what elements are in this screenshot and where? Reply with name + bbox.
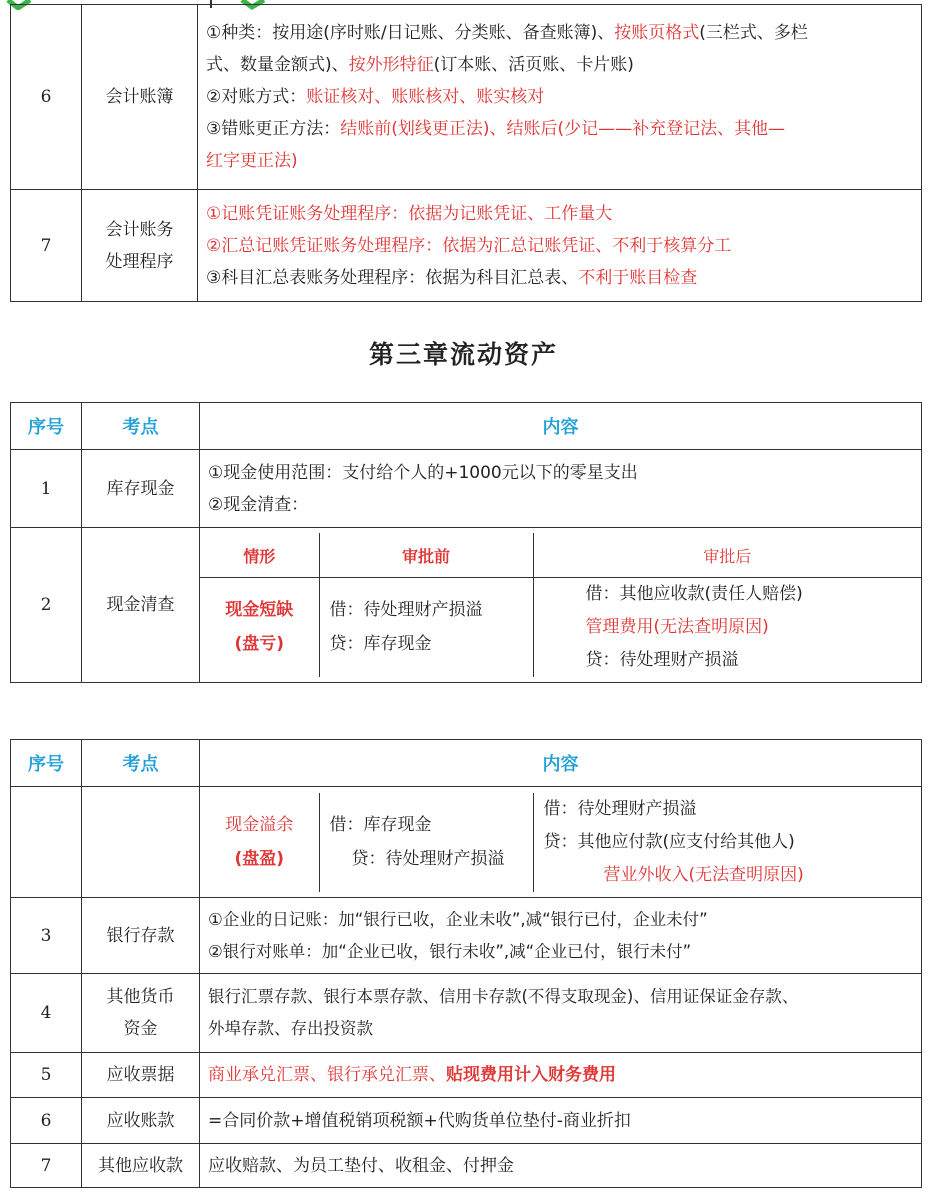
content-line: ②银行对账单：加“企业已收，银行未收”,减“企业已付，银行未付” bbox=[208, 941, 692, 961]
content-segment: 红字更正法) bbox=[206, 151, 298, 171]
header-num: 序号 bbox=[11, 403, 82, 450]
cash-surplus-subtable bbox=[200, 793, 921, 892]
content-segment: ①记账凭证账务处理程序：依据为记账凭证、工作量大 bbox=[206, 203, 613, 224]
content-segment: ①种类：按用途(序时账/日记账、分类账、备查账簿)、 bbox=[206, 23, 615, 43]
row-content bbox=[198, 5, 922, 190]
content-line bbox=[206, 145, 913, 177]
header-content: 内容 bbox=[200, 403, 922, 450]
table-row bbox=[11, 190, 922, 302]
row-topic: 其他应收款 bbox=[82, 1144, 200, 1188]
content-line bbox=[206, 17, 913, 49]
row-topic: 应收票据 bbox=[82, 1053, 200, 1098]
content-line bbox=[206, 262, 913, 294]
row-content: =合同价款+增值税销项税额+代购货单位垫付-商业折扣 bbox=[200, 1098, 922, 1144]
table-row bbox=[11, 898, 922, 974]
table-row bbox=[11, 1144, 922, 1188]
row-topic: 库存现金 bbox=[82, 450, 200, 528]
row-topic: 会计账簿 bbox=[82, 5, 198, 190]
row-content bbox=[200, 450, 922, 528]
row-content bbox=[200, 974, 922, 1053]
surplus-after-entry: 借：待处理财产损溢 贷：其他应付款(应支付给其他人) 营业外收入(无法查明原因) bbox=[543, 798, 804, 885]
row-topic-empty bbox=[82, 787, 200, 898]
row-number: 6 bbox=[11, 1098, 82, 1144]
surplus-before-entry: 借：库存现金 贷：待处理财产损溢 bbox=[319, 793, 533, 892]
content-segment: 按账页格式 bbox=[614, 23, 700, 43]
table-row bbox=[11, 450, 922, 528]
content-red-bold: 贴现费用计入财务费用 bbox=[446, 1065, 616, 1085]
row-topic: 现金清查 bbox=[82, 528, 200, 683]
header-topic: 考点 bbox=[82, 740, 200, 787]
subheader-after: 审批后 bbox=[533, 533, 921, 577]
row-topic: 其他货币资金 bbox=[82, 974, 200, 1053]
situation-shortage: 现金短缺 (盘亏) bbox=[200, 577, 319, 677]
header-num: 序号 bbox=[11, 740, 82, 787]
table-row bbox=[11, 5, 922, 190]
row-number: 2 bbox=[11, 528, 82, 683]
cash-check-subtable-cell bbox=[200, 528, 922, 683]
row-topic: 会计账务处理程序 bbox=[82, 190, 198, 302]
row-topic: 应收账款 bbox=[82, 1098, 200, 1144]
content-line bbox=[206, 230, 913, 262]
current-assets-table-2 bbox=[10, 739, 922, 1188]
row-number: 7 bbox=[11, 190, 82, 302]
row-number: 4 bbox=[11, 974, 82, 1053]
content-segment: (三栏式、多栏 bbox=[699, 23, 808, 43]
content-line bbox=[206, 81, 913, 113]
content-segment: 按外形特征 bbox=[348, 55, 434, 75]
content-segment: ②对账方式： bbox=[206, 87, 307, 107]
row-number-empty bbox=[11, 787, 82, 898]
content-line bbox=[206, 113, 913, 145]
row-topic: 银行存款 bbox=[82, 898, 200, 974]
before-approval-entry: 借：待处理财产损溢 贷：库存现金 bbox=[319, 577, 533, 677]
table-row bbox=[11, 974, 922, 1053]
content-segment: 不利于账目检查 bbox=[578, 267, 698, 288]
content-line bbox=[206, 49, 913, 81]
row-content: 应收赔款、为员工垫付、收租金、付押金 bbox=[200, 1144, 922, 1188]
row-content bbox=[200, 898, 922, 974]
content-segment: (订本账、活页账、卡片账) bbox=[433, 55, 634, 75]
table-row bbox=[11, 528, 922, 683]
content-line bbox=[206, 198, 913, 230]
table-header-row bbox=[11, 740, 922, 787]
row-content bbox=[198, 190, 922, 302]
content-line: ②现金清查： bbox=[208, 494, 309, 515]
content-red: 商业承兑汇票、银行承兑汇票、 bbox=[208, 1065, 446, 1085]
subheader-situation: 情形 bbox=[200, 533, 319, 577]
content-line: 银行汇票存款、银行本票存款、信用卡存款(不得支取现金)、信用证保证金存款、 bbox=[208, 987, 799, 1006]
situation-surplus: 现金溢余 (盘盈) bbox=[200, 793, 319, 892]
row-content bbox=[200, 1053, 922, 1098]
row-number: 6 bbox=[11, 5, 82, 190]
header-topic: 考点 bbox=[82, 403, 200, 450]
row-number: 5 bbox=[11, 1053, 82, 1098]
content-segment: 式、数量金额式)、 bbox=[206, 55, 349, 75]
cash-check-subtable bbox=[200, 533, 921, 677]
current-assets-table-1 bbox=[10, 402, 922, 683]
row-number: 1 bbox=[11, 450, 82, 528]
after-approval-entry: 借：其他应收款(责任人赔偿) 管理费用(无法查明原因) 贷：待处理财产损溢 bbox=[585, 583, 803, 670]
content-line: ①企业的日记账：加“银行已收，企业未收”,减“银行已付，企业未付” bbox=[208, 909, 708, 929]
content-segment: ③科目汇总表账务处理程序：依据为科目汇总表、 bbox=[206, 267, 579, 288]
cash-surplus-subtable-cell bbox=[200, 787, 922, 898]
content-segment: 账证核对、账账核对、账实核对 bbox=[306, 87, 545, 107]
content-line: 外埠存款、存出投资款 bbox=[208, 1019, 373, 1038]
table-header-row bbox=[11, 403, 922, 450]
table-row bbox=[11, 1098, 922, 1144]
header-content: 内容 bbox=[200, 740, 922, 787]
content-segment: 结账前(划线更正法)、结账后(少记——补充登记法、其他— bbox=[340, 119, 786, 139]
table-row bbox=[11, 787, 922, 898]
table-row bbox=[11, 1053, 922, 1098]
content-segment: ②汇总记账凭证账务处理程序：依据为汇总记账凭证、不利于核算分工 bbox=[206, 235, 732, 256]
content-line: ①现金使用范围：支付给个人的+1000元以下的零星支出 bbox=[208, 462, 638, 483]
row-number: 3 bbox=[11, 898, 82, 974]
subheader-before: 审批前 bbox=[319, 533, 533, 577]
chapter-title: 第三章流动资产 bbox=[368, 340, 558, 369]
row-number: 7 bbox=[11, 1144, 82, 1188]
content-segment: ③错账更正方法： bbox=[206, 119, 341, 139]
accounting-books-table bbox=[10, 4, 922, 302]
